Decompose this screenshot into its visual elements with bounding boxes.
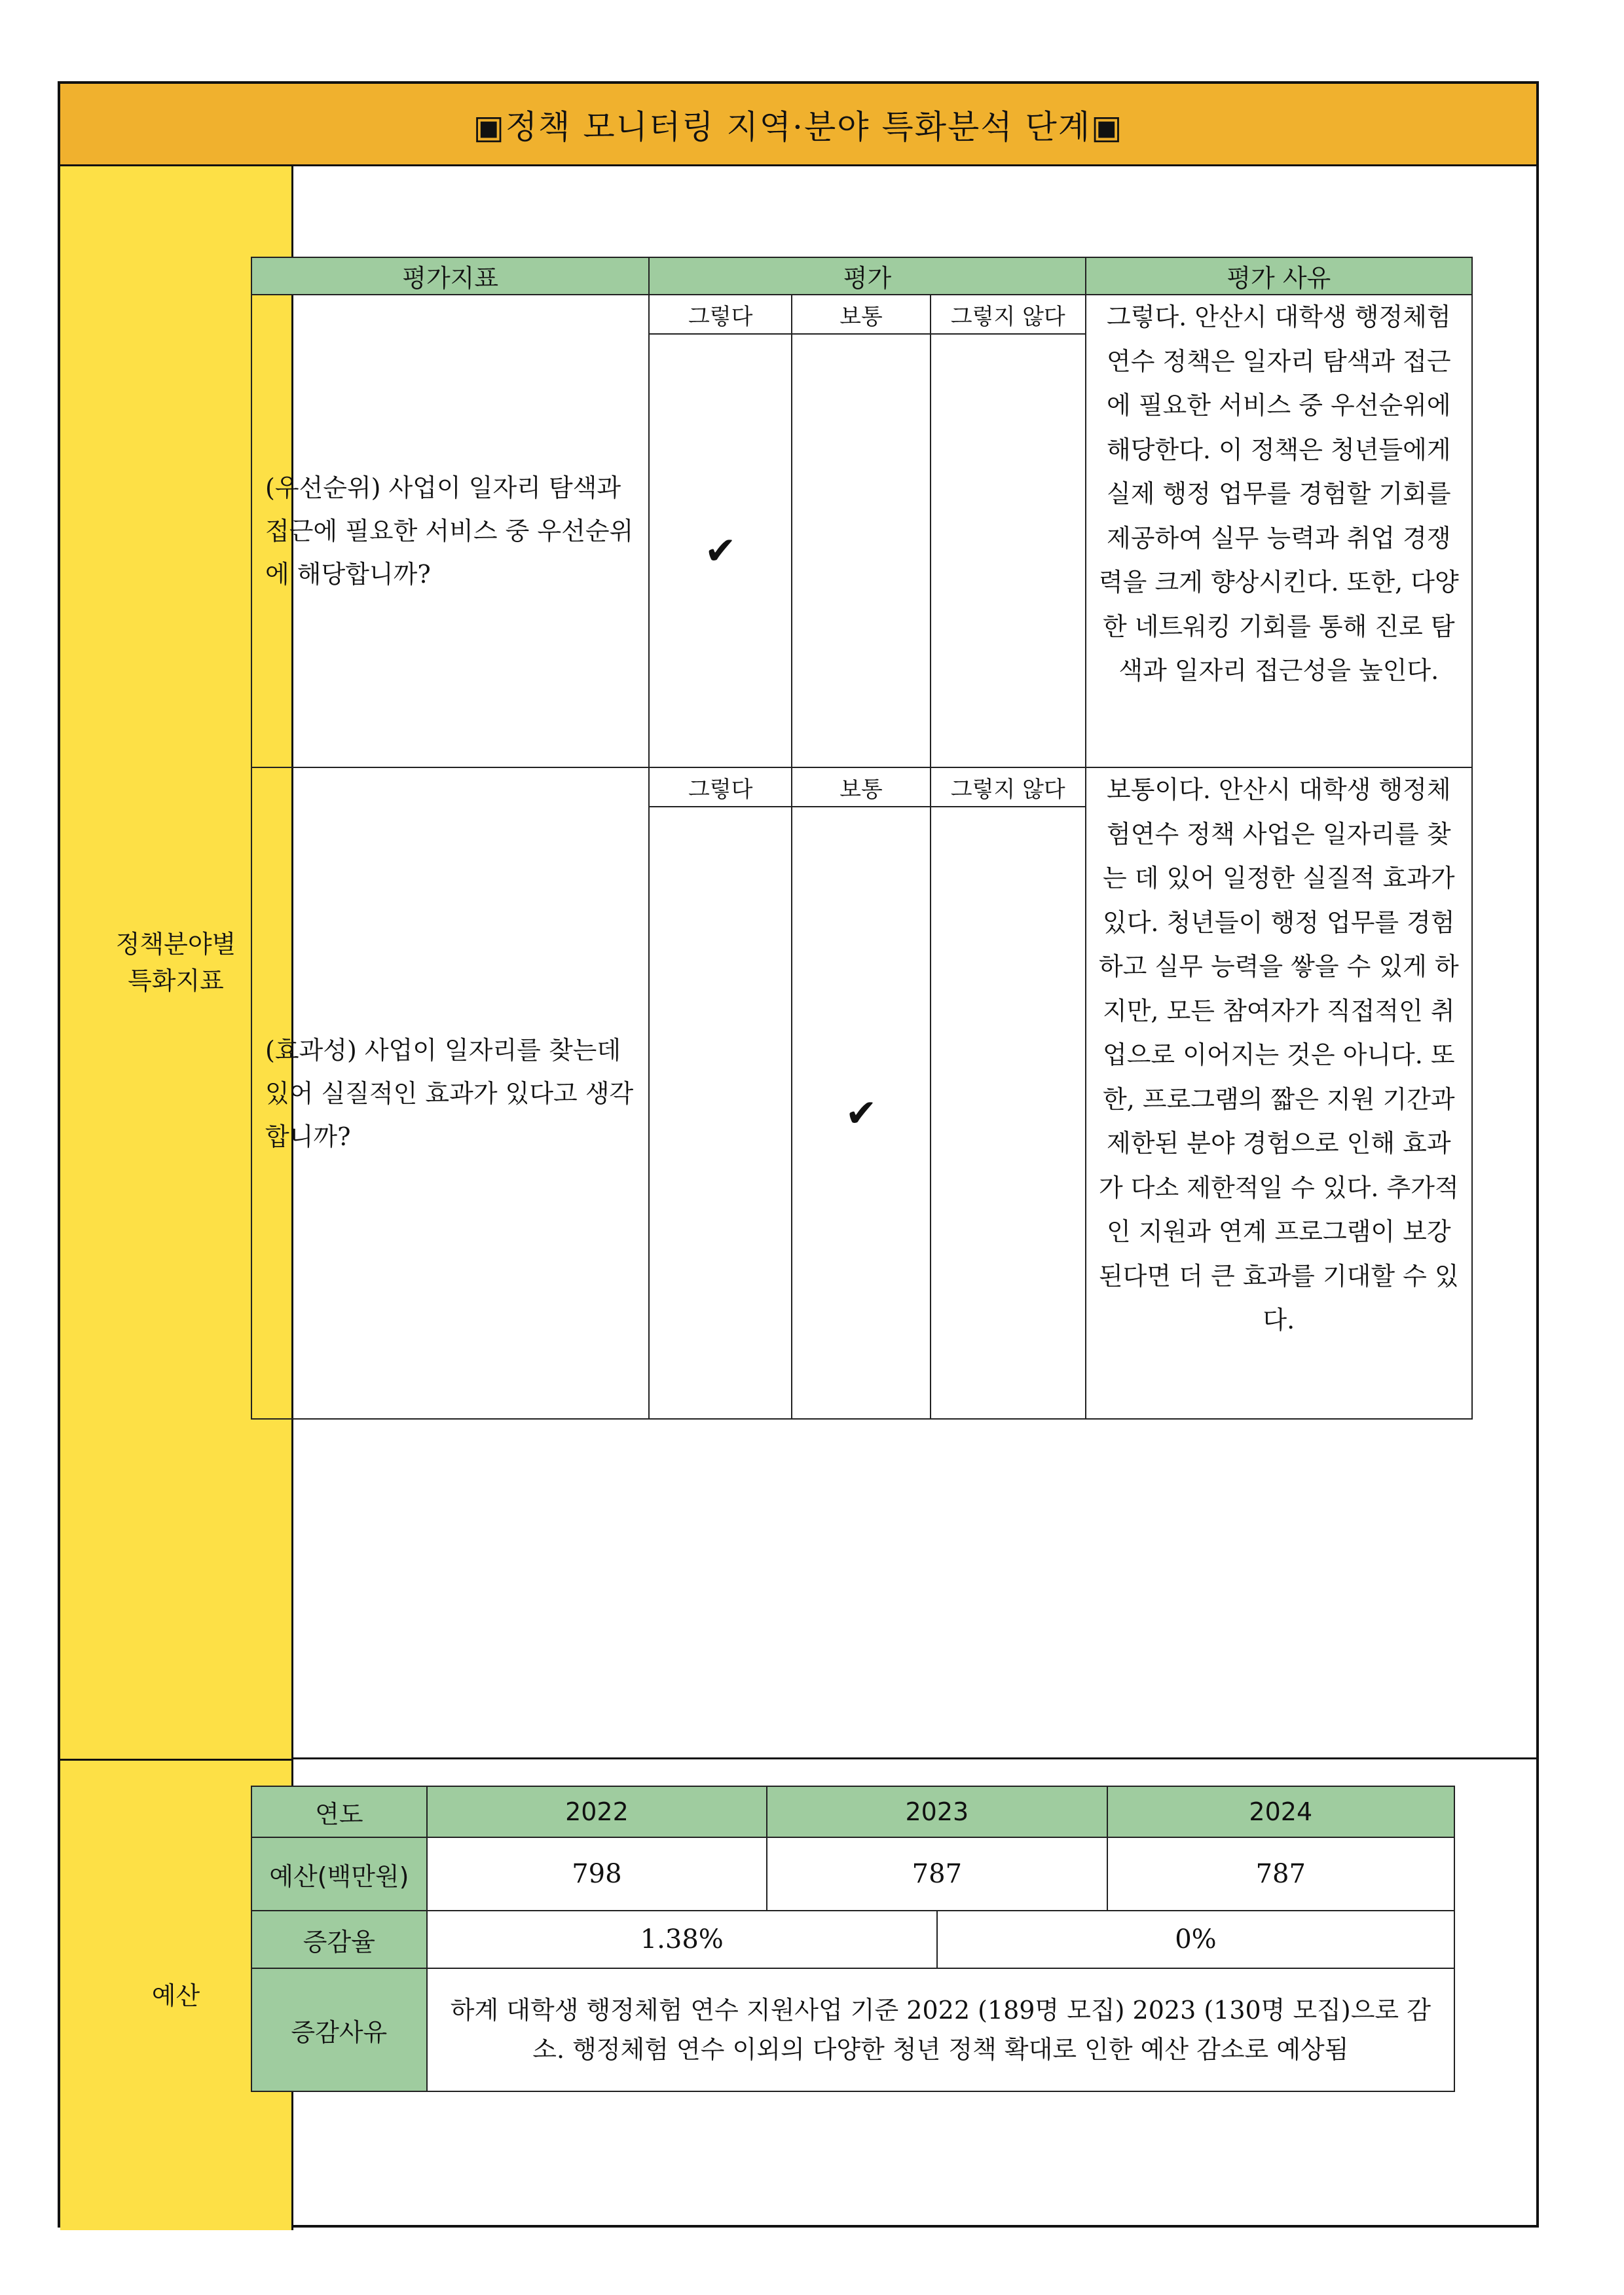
budget-row — [251, 1837, 1454, 1911]
option-no: 그렇지 않다 — [931, 767, 1086, 807]
rating-cell-no — [931, 807, 1086, 1419]
section-label-line: 정책분야별 — [115, 930, 236, 959]
table-row — [251, 767, 1472, 807]
reason-row — [251, 1968, 1454, 2091]
rate-row — [251, 1911, 1454, 1968]
budget-2024: 787 — [1107, 1837, 1454, 1911]
option-yes: 그렇다 — [649, 295, 792, 334]
rate-2024: 0% — [937, 1911, 1454, 1968]
year-2024: 2024 — [1107, 1786, 1454, 1837]
section-divider — [293, 1757, 1536, 1759]
year-label: 연도 — [251, 1786, 427, 1837]
budget-2023: 787 — [767, 1837, 1107, 1911]
reason-effectiveness: 보통이다. 안산시 대학생 행정체험연수 정책 사업은 일자리를 찾는 데 있어 일정한 실질적 효과가 있다. 청년들이 행정 업무를 경험하고 실무 능력을 쌓을 수 있게 하지만, 모든 참여자가 직접적인 취업으로 이어지는 것은 아니다. 또한, 프로그램의 짧은 지원 기간과 제한된 분야 경험으로 인해 효과가 다소 제한적일 수 있다. 추가적인 지원과 연계 프로그램이 보강된다면 더 큰 효과를 기대할 수 있다. — [1086, 767, 1472, 1419]
budget-table — [251, 1786, 1455, 2092]
reason-label: 증감사유 — [251, 1968, 427, 2091]
header-rating: 평가 — [649, 257, 1085, 295]
evaluation-table — [251, 257, 1473, 1420]
page-title: ▣정책 모니터링 지역·분야 특화분석 단계▣ — [60, 84, 1536, 166]
option-yes: 그렇다 — [649, 767, 792, 807]
header-reason: 평가 사유 — [1086, 257, 1472, 295]
rating-cell-neutral — [792, 334, 931, 767]
rate-2023: 1.38% — [427, 1911, 937, 1968]
section-label-budget: 예산 — [60, 1759, 293, 2230]
option-no: 그렇지 않다 — [931, 295, 1086, 334]
header-indicator: 평가지표 — [251, 257, 649, 295]
rate-label: 증감율 — [251, 1911, 427, 1968]
budget-2022: 798 — [427, 1837, 767, 1911]
check-mark-icon: ✔ — [649, 334, 792, 767]
year-2022: 2022 — [427, 1786, 767, 1837]
table-row — [251, 295, 1472, 334]
option-neutral: 보통 — [792, 295, 931, 334]
option-neutral: 보통 — [792, 767, 931, 807]
indicator-effectiveness: (효과성) 사업이 일자리를 찾는데 있어 실질적인 효과가 있다고 생각합니까? — [251, 767, 649, 1419]
section-label-line: 특화지표 — [128, 966, 224, 995]
reason-priority: 그렇다. 안산시 대학생 행정체험연수 정책은 일자리 탐색과 접근에 필요한 서비스 중 우선순위에 해당한다. 이 정책은 청년들에게 실제 행정 업무를 경험할 기회를 제공하여 실무 능력과 취업 경쟁력을 크게 향상시킨다. 또한, 다양한 네트워킹 기회를 통해 진로 탐색과 일자리 접근성을 높인다. — [1086, 295, 1472, 767]
budget-label: 예산(백만원) — [251, 1837, 427, 1911]
indicator-priority: (우선순위) 사업이 일자리 탐색과 접근에 필요한 서비스 중 우선순위에 해당합니까? — [251, 295, 649, 767]
year-2023: 2023 — [767, 1786, 1107, 1837]
year-row — [251, 1786, 1454, 1837]
rating-cell-yes — [649, 807, 792, 1419]
rating-cell-no — [931, 334, 1086, 767]
check-mark-icon: ✔ — [792, 807, 931, 1419]
evaluation-header-row — [251, 257, 1472, 295]
budget-reason: 하계 대학생 행정체험 연수 지원사업 기준 2022 (189명 모집) 2023 (130명 모집)으로 감소. 행정체험 연수 이외의 다양한 청년 정책 확대로 인한 예산 감소로 예상됨 — [427, 1968, 1454, 2091]
